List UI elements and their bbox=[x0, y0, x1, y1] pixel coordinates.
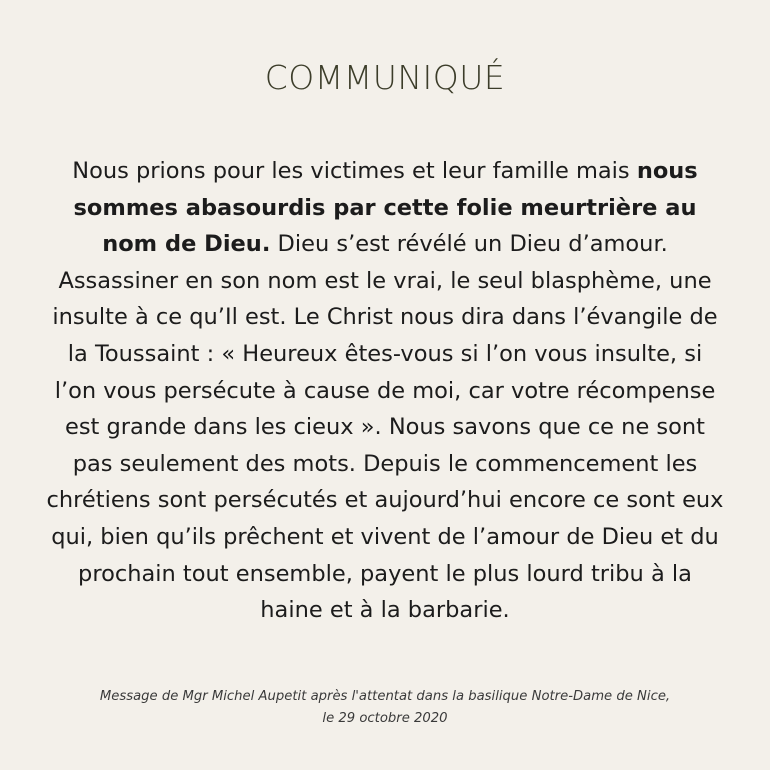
page-title: COMMUNIQUÉ bbox=[264, 58, 506, 97]
message-intro: Nous prions pour les victimes et leur famille mais bbox=[72, 158, 637, 184]
message-emphasis: nous sommes abasourdis par cette folie meurtrière au nom de Dieu. bbox=[73, 158, 698, 258]
attribution-caption bbox=[20, 686, 750, 730]
caption-line-2: le 29 octobre 2020 bbox=[322, 711, 448, 726]
message-body bbox=[45, 153, 725, 629]
message-rest: Dieu s’est révélé un Dieu d’amour. Assassiner en son nom est le vrai, le seul blasphème, une insulte à ce qu’Il est. Le Christ nous dira dans l’évangile de la Toussaint : « Heureux êtes-vous si l’on vous insulte, si l’on vous persécute à cause de moi, car votre récompense est grande dans les cieux ». Nous savons que ce ne sont pas seulement des mots. Depuis le commencement les chrétiens sont persécutés et aujourd’hui encore ce sont eux qui, bien qu’ils prêchent et vivent de l’amour de Dieu et du prochain tout ensemble, payent le plus lourd tribu à la haine et à la barbarie. bbox=[46, 231, 724, 624]
caption-line-1: Message de Mgr Michel Aupetit après l'attentat dans la basilique Notre-Dame de Nice, bbox=[99, 689, 671, 704]
